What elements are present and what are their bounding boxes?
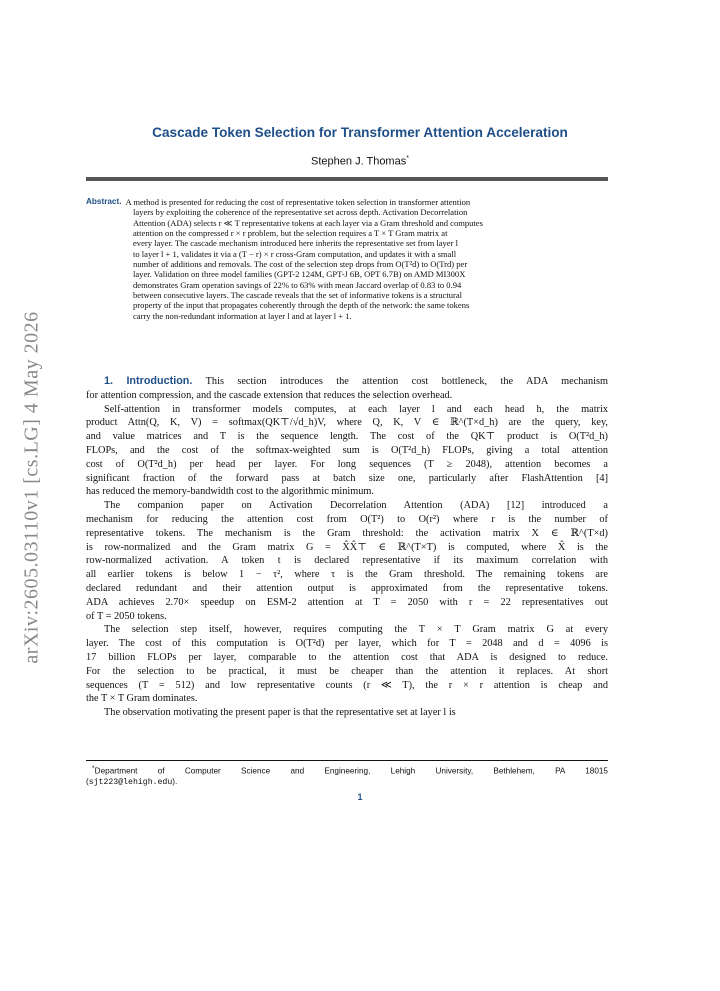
paragraph-line: layer. The cost of this computation is O(T²d) per layer, which for T = 2048 and d = 4096 is [86, 638, 608, 650]
abstract-line: property of the input that propagates coherently through the depth of the network: the same tokens [133, 300, 470, 311]
abstract-line: Attention (ADA) selects r ≪ T representative tokens at each layer via a Gram threshold and computes [133, 217, 483, 228]
footnote [86, 764, 608, 789]
paragraph-line: and value matrices and T is the sequence length. The cost of the QK⊤ product is O(T²d_h) [86, 431, 608, 443]
footnote-paren-close: ). [172, 777, 178, 787]
paragraph-line: representative tokens. The mechanism is the Gram threshold: the activation matrix X ∈ ℝ^(T×d) [86, 527, 608, 539]
footnote-affiliation-text: Department of Computer Science and Engineering, Lehigh University, Bethlehem, PA 18015 [94, 766, 608, 776]
section-heading: Introduction. [126, 375, 193, 387]
abstract-line: to layer l + 1, validates it via a (T − r) × r cross-Gram computation, and updates it with a small [133, 248, 457, 259]
abstract [86, 197, 608, 321]
author-line [0, 155, 720, 168]
paragraph-line: significant fraction of the forward pass at batch size one, particularly after FlashAttention [4] [86, 472, 608, 484]
paragraph-line: the T × T Gram dominates. [86, 693, 198, 705]
arxiv-identifier-stamp [12, 292, 52, 682]
abstract-line: every layer. The cascade mechanism introduced here inherits the representative set from layer l [133, 238, 458, 249]
section-introduction [86, 375, 608, 720]
abstract-label: Abstract. [86, 197, 122, 206]
paragraph-line: row-normalized activation. A token t is declared representative if its maximum correlation with [86, 555, 608, 567]
paragraph-line: mechanism for reducing the attention cost from O(T²) to O(r²) where r is the number of [86, 513, 608, 525]
author-email-link[interactable]: sjt223@lehigh.edu [88, 778, 173, 788]
abstract-line: carry the non-redundant information at layer l and at layer l + 1. [133, 310, 352, 321]
paragraph-line: declared redundant and their attention output is approximated from the representative tokens. [86, 582, 608, 594]
paragraph-line: of T = 2050 tokens. [86, 610, 167, 622]
paragraph-line: is row-normalized and the Gram matrix G = X̂X̂⊤ ∈ ℝ^(T×T) is computed, where X̂ is the [86, 541, 608, 553]
abstract-line: attention on the compressed r × r problem, but the selection requires a T × T Gram matrix at [133, 228, 448, 239]
paper-title: Cascade Token Selection for Transformer Attention Acceleration [152, 125, 568, 140]
arxiv-stamp-text: arXiv:2605.03110v1 [cs.LG] 4 May 2026 [20, 310, 43, 664]
abstract-first-line [86, 197, 608, 207]
footnote-mark: * [92, 765, 95, 772]
section-lead-text: This section introduces the attention cost bottleneck, the ADA mechanism [205, 376, 609, 387]
paragraph-line: all earlier tokens is below 1 − τ², where τ is the Gram threshold. The remaining tokens are [86, 569, 608, 581]
footnote-paren-open: ( [86, 777, 89, 787]
paragraph-line: cost of O(T²d_h) per head per layer. For long sequences (T ≥ 2048), attention becomes a [86, 458, 608, 470]
author-name: Stephen J. Thomas [311, 155, 407, 168]
section-heading-line [86, 375, 608, 389]
paragraph-line: 17 billion FLOPs per layer, comparable to the attention cost that ADA is designed to reduce. [86, 651, 608, 663]
section-number: 1. [104, 375, 114, 387]
footnote-email-line [86, 777, 608, 789]
paragraph-line: The observation motivating the present paper is that the representative set at layer l is [104, 707, 456, 719]
paragraph-line: The selection step itself, however, requires computing the T × T Gram matrix G at every [104, 624, 608, 636]
abstract-line: layer. Validation on three model families (GPT-2 124M, GPT-J 6B, OPT 6.7B) on AMD MI300X [133, 269, 466, 280]
title-rule [86, 177, 608, 181]
paragraph-line: sequences (T = 512) and low representative counts (r ≪ T), the r × r attention is cheap and [86, 679, 608, 691]
abstract-line: between consecutive layers. The cascade reveals that the set of informative tokens is a structural [133, 290, 463, 301]
paragraph-line: For the selection to be practical, it must be cheaper than the attention it replaces. At short [86, 665, 608, 677]
author-footnote-mark: * [406, 155, 409, 162]
paragraph-line: Self-attention in transformer models computes, at each layer l and each head h, the matrix [104, 403, 608, 415]
abstract-line: number of additions and removals. The cost of the selection step drops from O(T²d) to O(Trd) per [133, 259, 468, 270]
abstract-line: A method is presented for reducing the cost of representative token selection in transformer attention [125, 197, 471, 207]
paragraph-line: The companion paper on Activation Decorrelation Attention (ADA) [12] introduced a [104, 500, 608, 512]
footnote-affiliation [86, 764, 608, 777]
page-number: 1 [357, 792, 363, 802]
paragraph-line: has reduced the memory-bandwidth cost to the algorithmic minimum. [86, 486, 374, 498]
paragraph-line: ADA achieves 2.70× speedup on ESM-2 attention at T = 2050 with r = 22 representatives out [86, 596, 608, 608]
paragraph-line: product Attn(Q, K, V) = softmax(QK⊤/√d_h)V, where Q, K, V ∈ ℝ^(T×d_h) are the query, key, [86, 417, 608, 429]
abstract-line: layers by exploiting the coherence of the representative set across depth. Activation Decorrelation [133, 207, 468, 218]
paragraph-line: FLOPs, and the cost of the softmax-weighted sum is O(T²d_h) FLOPs, giving a total attention [86, 444, 608, 456]
footnote-rule [86, 760, 608, 761]
abstract-line: demonstrates Gram operation savings of 22% to 63% with mean Jaccard overlap of 0.83 to 0.94 [133, 279, 462, 290]
paragraph-line: for attention compression, and the cascade extension that reduces the selection overhead. [86, 389, 453, 401]
abstract-body [86, 207, 608, 321]
